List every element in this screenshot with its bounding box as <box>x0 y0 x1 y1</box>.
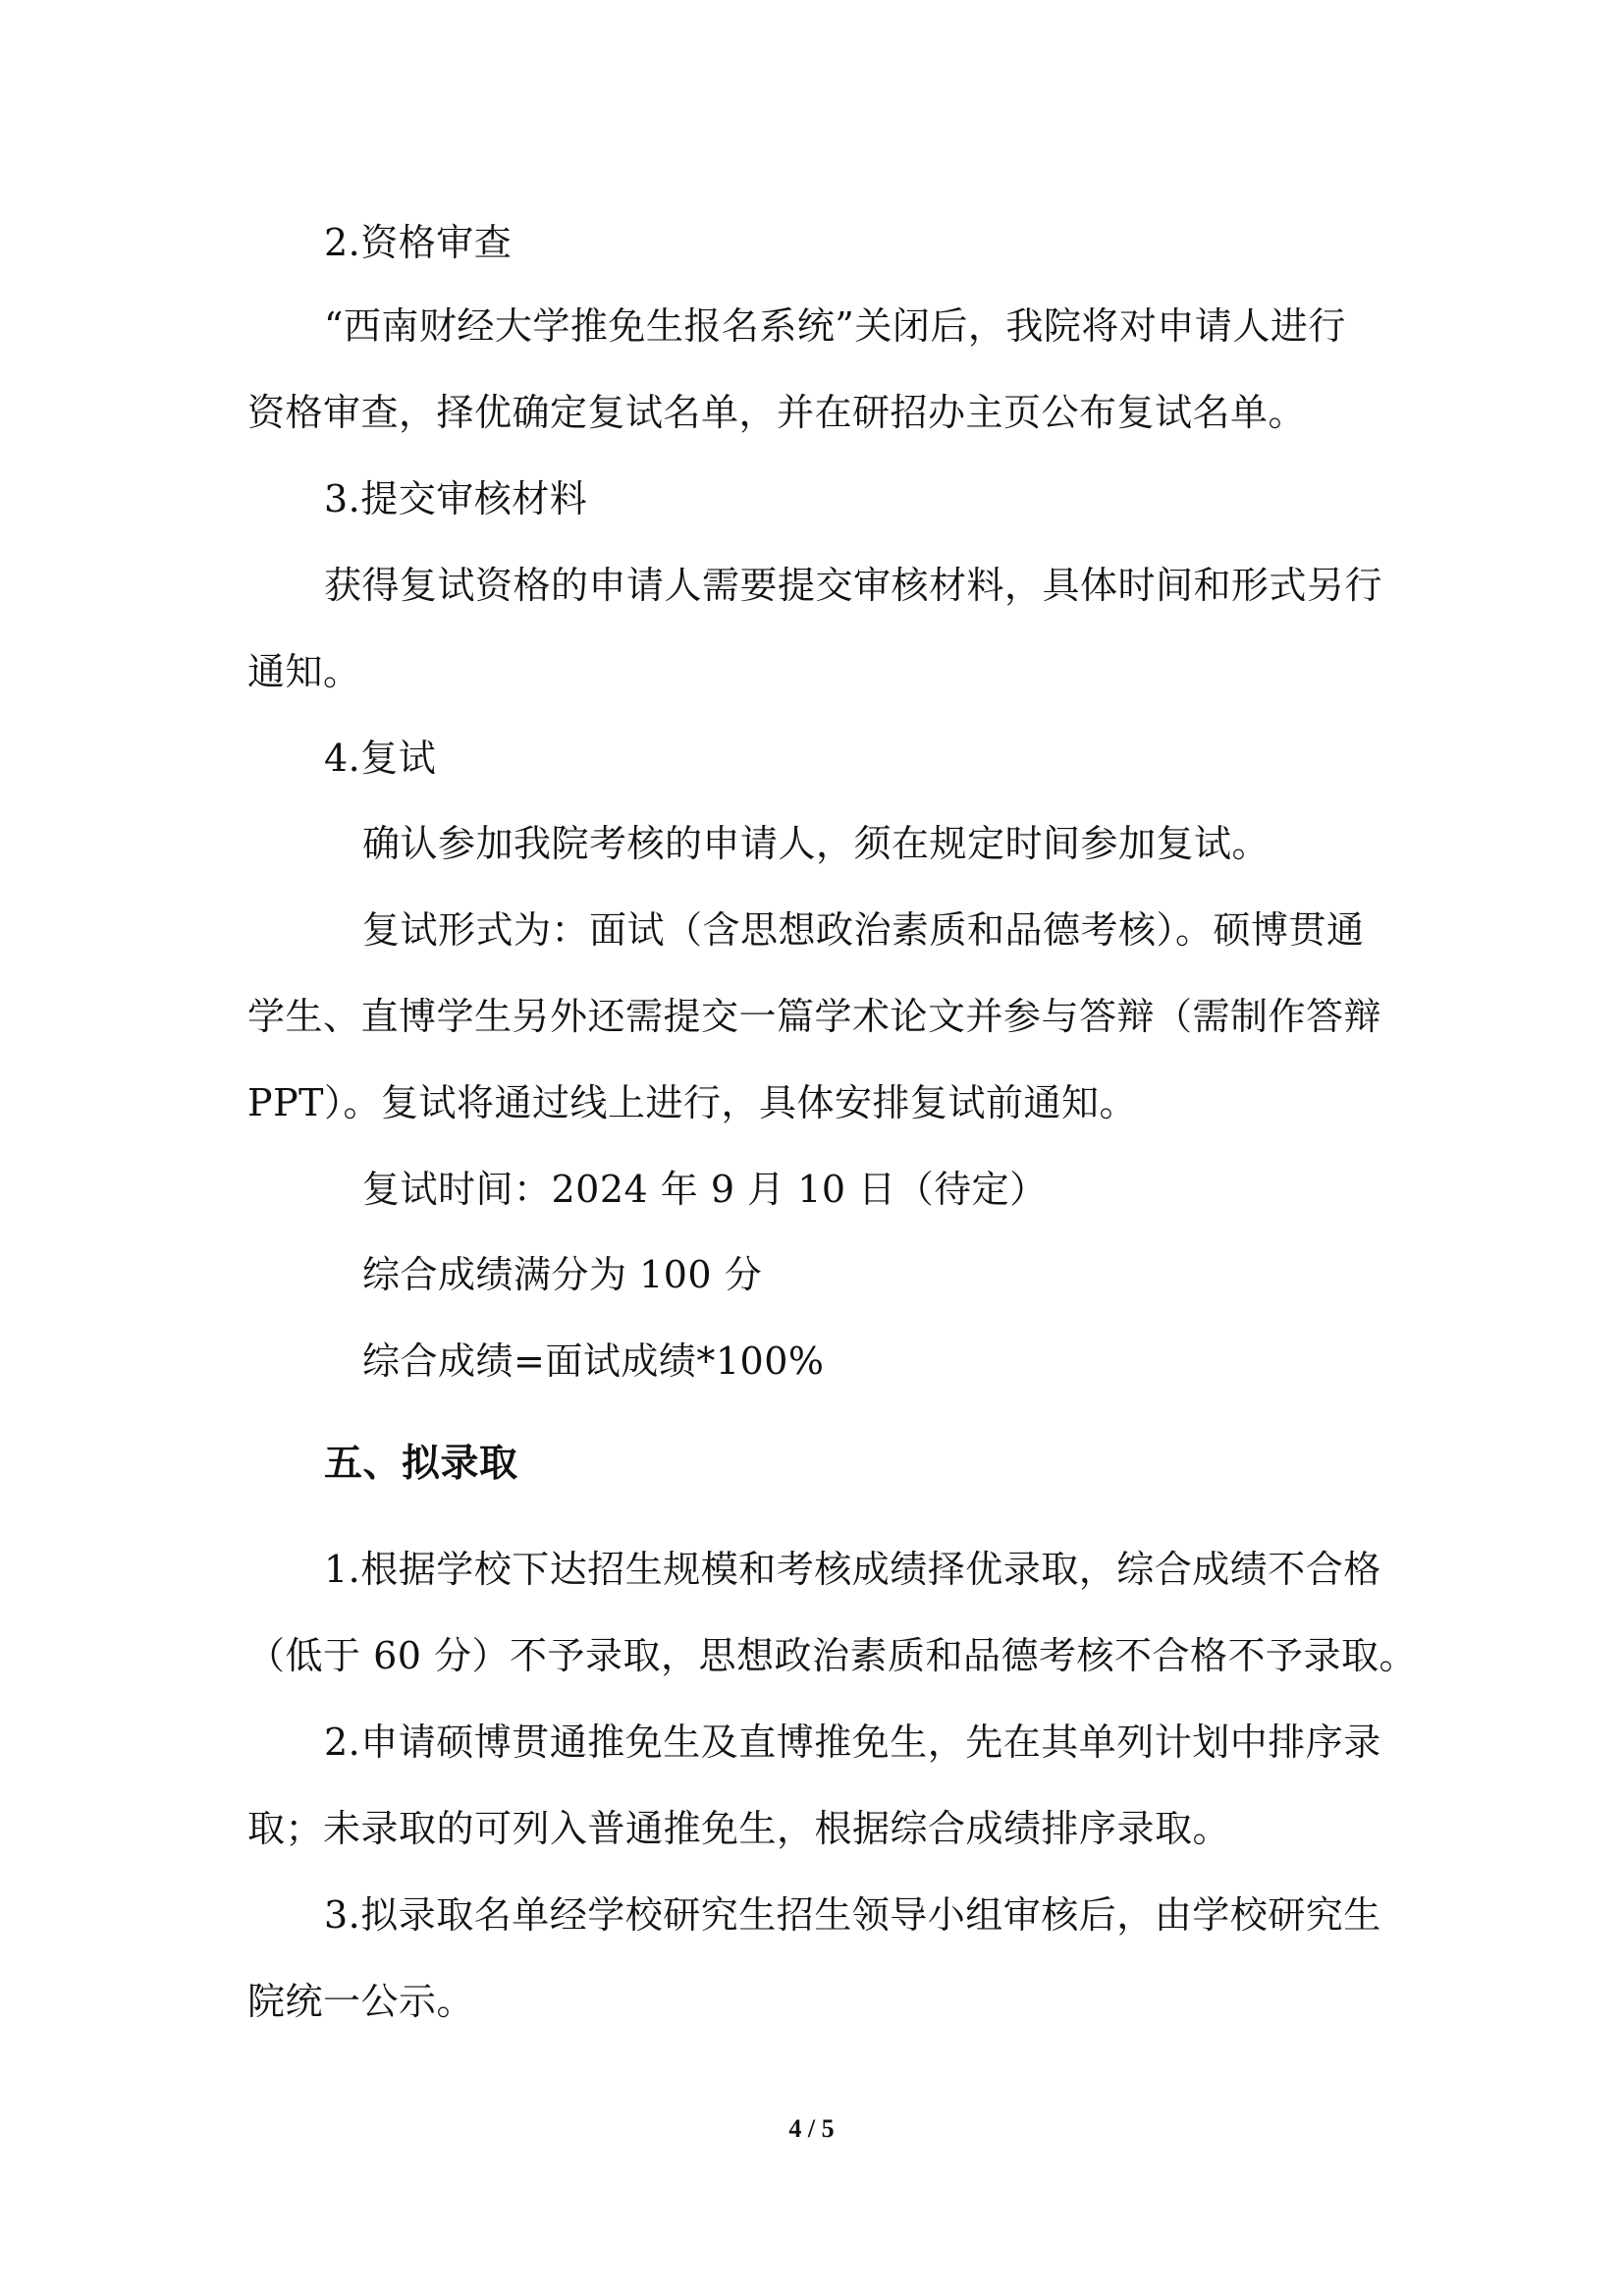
paragraph-line: 综合成绩=面试成绩*100% <box>362 1339 825 1383</box>
paragraph-line: 2.申请硕博贯通推免生及直博推免生，先在其单列计划中排序录 <box>324 1721 1381 1764</box>
sub-heading-submit-materials: 3.提交审核材料 <box>324 477 588 520</box>
section-heading-admission: 五、拟录取 <box>324 1441 518 1486</box>
paragraph-line: 取；未录取的可列入普通推免生，根据综合成绩排序录取。 <box>247 1807 1231 1850</box>
paragraph-line: 复试形式为：面试（含思想政治素质和品德考核）。硕博贯通 <box>362 908 1365 952</box>
paragraph-line: “西南财经大学推免生报名系统”关闭后，我院将对申请人进行 <box>324 304 1346 348</box>
paragraph-line: 综合成绩满分为 100 分 <box>362 1253 763 1296</box>
sub-heading-re-examination: 4.复试 <box>324 737 437 780</box>
paragraph-line: （低于 60 分）不予录取，思想政治素质和品德考核不合格不予录取。 <box>247 1634 1418 1677</box>
paragraph-line: 复试时间：2024 年 9 月 10 日（待定） <box>362 1168 1048 1211</box>
paragraph-line: 3.拟录取名单经学校研究生招生领导小组审核后，由学校研究生 <box>324 1893 1381 1937</box>
paragraph-line: 通知。 <box>247 650 361 693</box>
paragraph-line: 学生、直博学生另外还需提交一篇学术论文并参与答辩（需制作答辩 <box>247 995 1382 1038</box>
page-number: 4 / 5 <box>788 2114 835 2143</box>
paragraph-line: 获得复试资格的申请人需要提交审核材料，具体时间和形式另行 <box>324 564 1383 607</box>
paragraph-line: 院统一公示。 <box>247 1980 475 2023</box>
paragraph-line: 资格审查，择优确定复试名单，并在研招办主页公布复试名单。 <box>247 391 1307 434</box>
sub-heading-qualification-review: 2.资格审查 <box>324 221 513 264</box>
paragraph-line: PPT）。复试将通过线上进行，具体安排复试前通知。 <box>247 1081 1137 1124</box>
paragraph-line: 1.根据学校下达招生规模和考核成绩择优录取，综合成绩不合格 <box>324 1548 1381 1591</box>
paragraph-line: 确认参加我院考核的申请人，须在规定时间参加复试。 <box>362 822 1271 865</box>
